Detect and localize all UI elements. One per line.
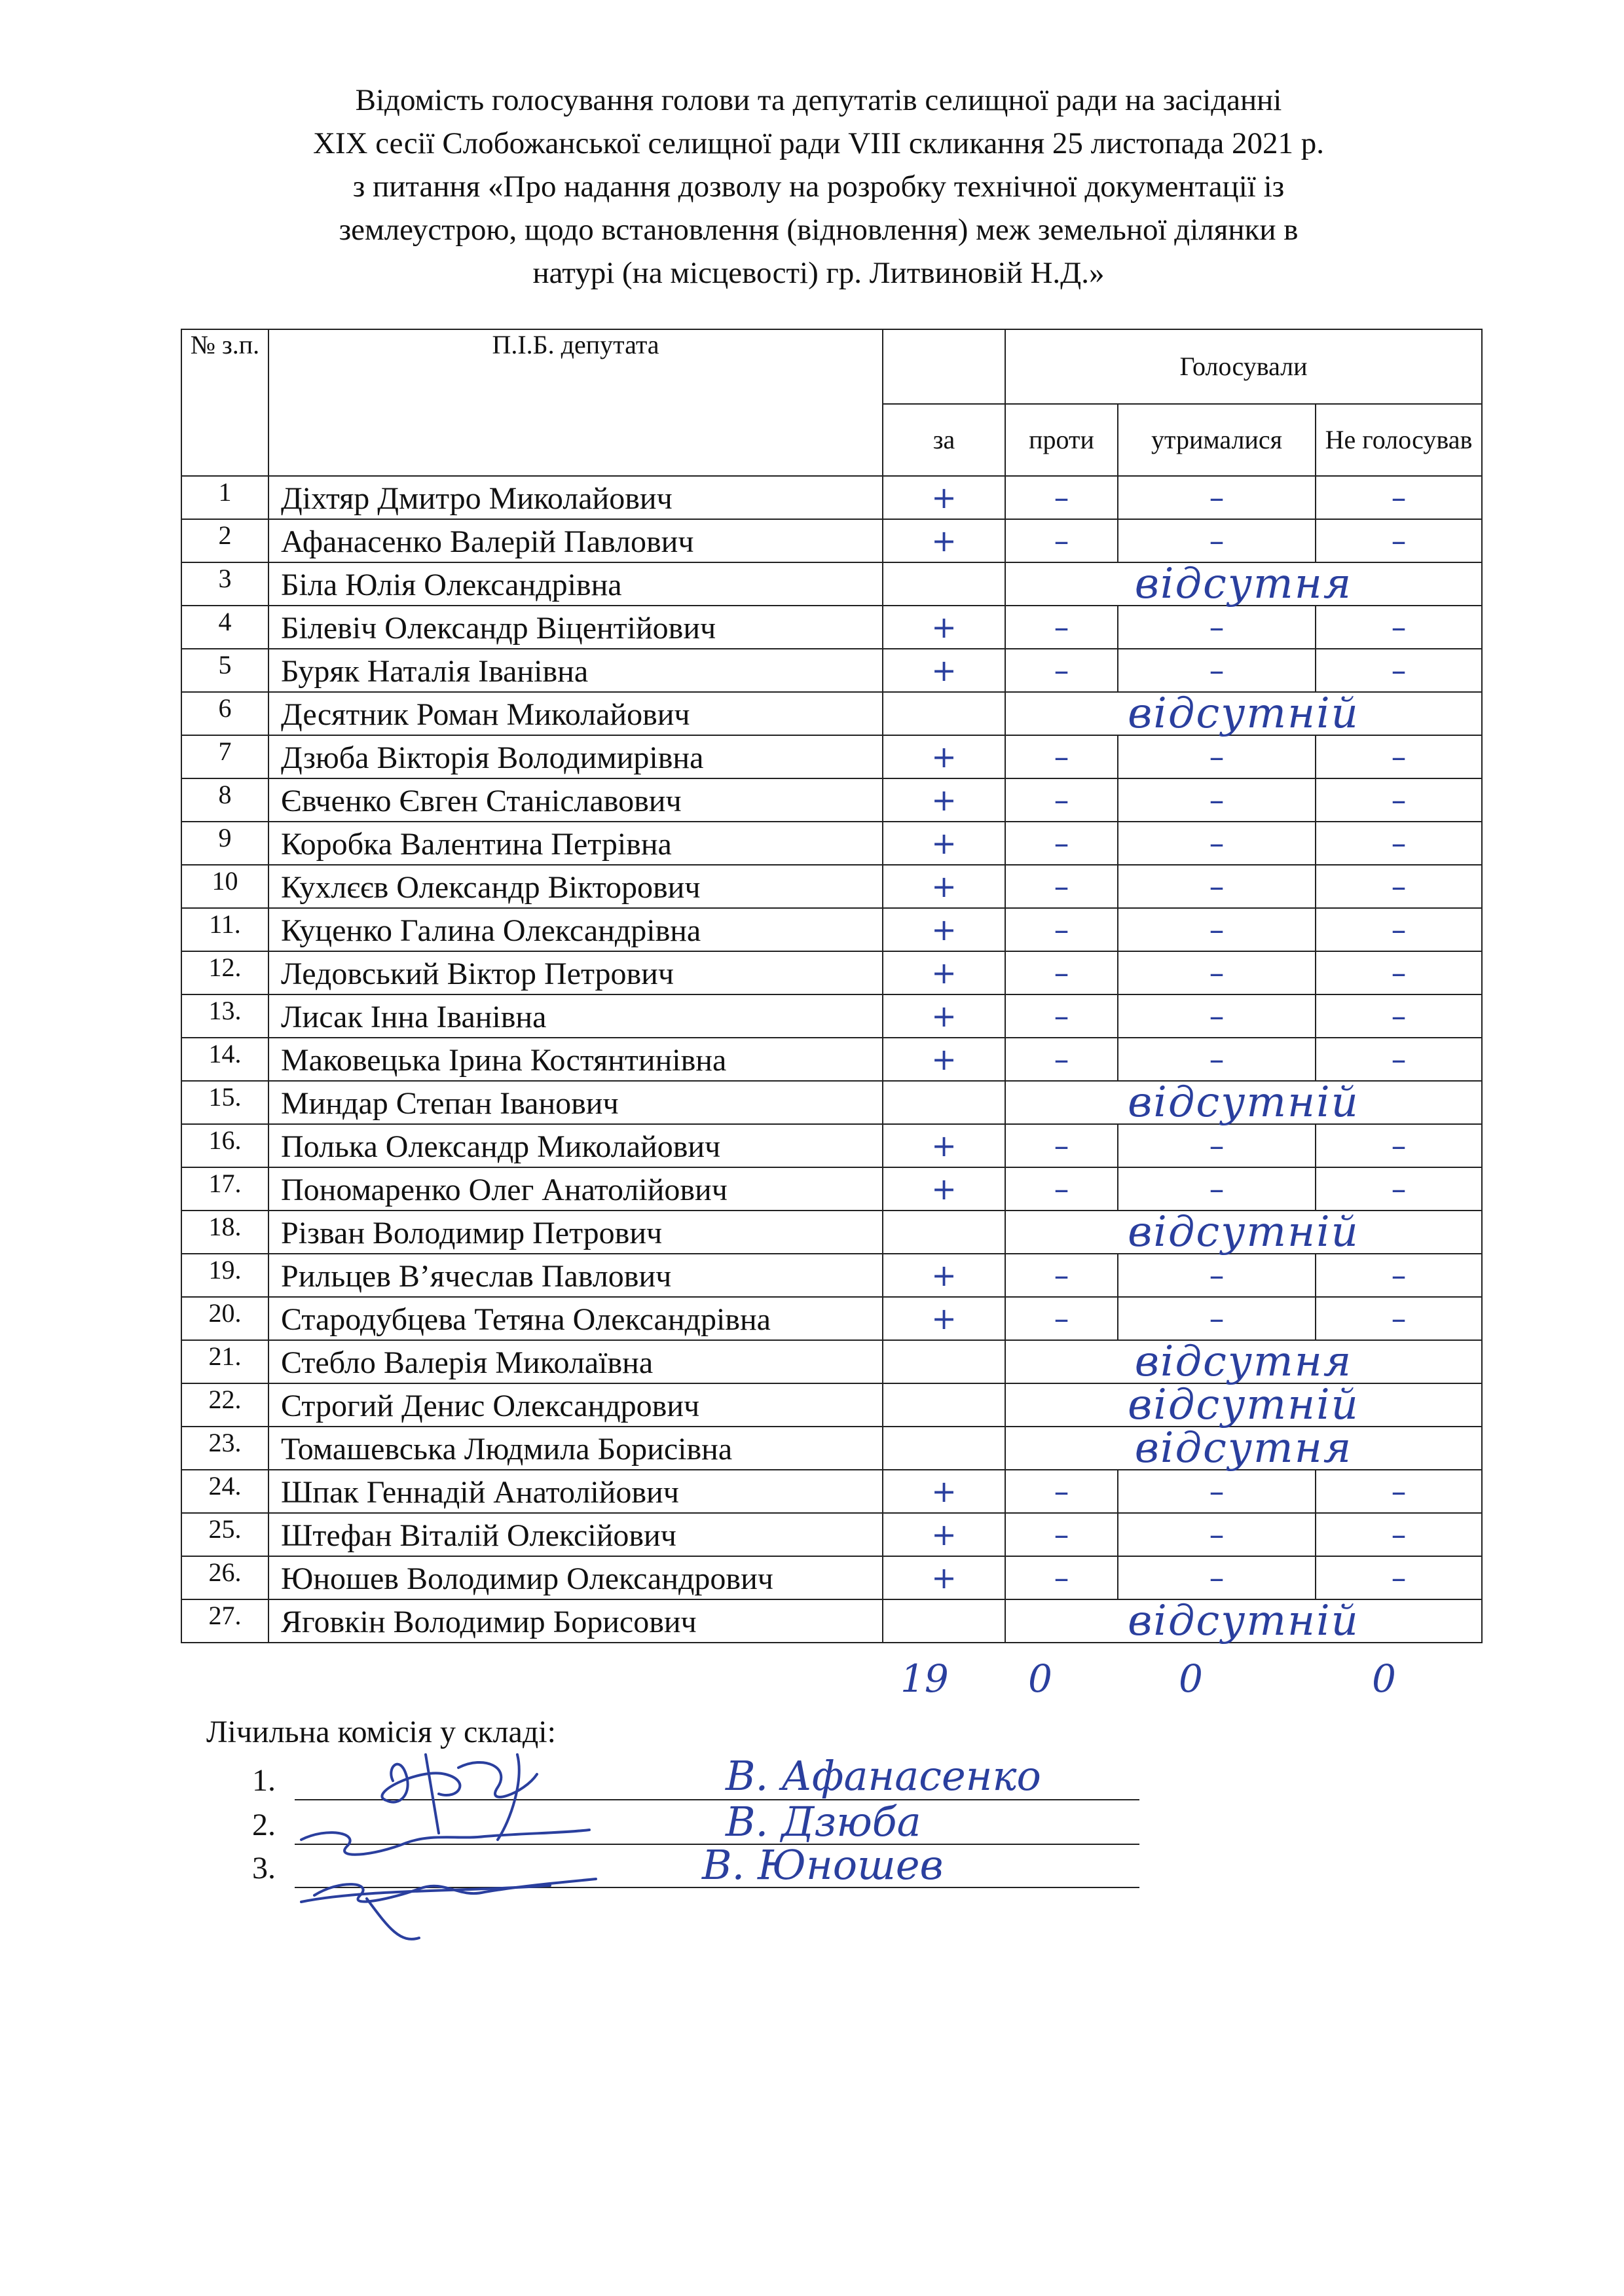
handwritten-signatures	[288, 1728, 655, 1951]
vote-not-voted: –	[1316, 865, 1482, 908]
row-number: 14.	[181, 1038, 268, 1081]
commission-member-3-name: В. Юношев	[702, 1841, 944, 1889]
vote-for	[883, 562, 1005, 606]
row-number: 15.	[181, 1081, 268, 1124]
vote-for: +	[883, 1297, 1005, 1340]
title-line-1: Відомість голосування голови та депутатів селищної ради на засіданні	[355, 83, 1282, 117]
row-number: 13.	[181, 994, 268, 1038]
deputy-name: Строгий Денис Олександрович	[268, 1383, 883, 1427]
totals-row	[0, 1656, 1624, 1702]
commission-member-1-name: В. Афанасенко	[726, 1752, 1041, 1800]
vote-against: –	[1005, 865, 1118, 908]
table-row	[181, 519, 1482, 562]
row-number: 6	[181, 692, 268, 735]
vote-for: +	[883, 476, 1005, 519]
voting-table	[181, 329, 1483, 1643]
vote-for: +	[883, 908, 1005, 951]
table-row	[181, 1340, 1482, 1383]
vote-against: –	[1005, 951, 1118, 994]
commission-member-2-name: В. Дзюба	[726, 1798, 921, 1846]
row-number: 22.	[181, 1383, 268, 1427]
total-for: 19	[900, 1656, 949, 1701]
total-against: 0	[1028, 1656, 1052, 1701]
vote-against: –	[1005, 1038, 1118, 1081]
vote-abstained: –	[1118, 519, 1316, 562]
row-number: 20.	[181, 1297, 268, 1340]
vote-abstained: –	[1118, 822, 1316, 865]
table-row	[181, 822, 1482, 865]
deputy-name: Штефан Віталій Олексійович	[268, 1513, 883, 1556]
header-voted: Голосували	[1005, 329, 1482, 404]
row-number: 24.	[181, 1470, 268, 1513]
vote-for: +	[883, 778, 1005, 822]
vote-against: –	[1005, 1167, 1118, 1211]
row-number: 27.	[181, 1599, 268, 1643]
table-row	[181, 1081, 1482, 1124]
vote-not-voted: –	[1316, 735, 1482, 778]
vote-not-voted: –	[1316, 1470, 1482, 1513]
row-number: 26.	[181, 1556, 268, 1599]
deputy-name: Коробка Валентина Петрівна	[268, 822, 883, 865]
absent-mark: відсутня	[1005, 1427, 1482, 1470]
vote-abstained: –	[1118, 1124, 1316, 1167]
deputy-name: Рильцев В’ячеслав Павлович	[268, 1254, 883, 1297]
vote-not-voted: –	[1316, 1297, 1482, 1340]
vote-abstained: –	[1118, 1470, 1316, 1513]
vote-abstained: –	[1118, 649, 1316, 692]
member-number-3: 3.	[252, 1851, 276, 1886]
vote-abstained: –	[1118, 606, 1316, 649]
table-row	[181, 865, 1482, 908]
vote-abstained: –	[1118, 1556, 1316, 1599]
row-number: 8	[181, 778, 268, 822]
row-number: 2	[181, 519, 268, 562]
vote-against: –	[1005, 1254, 1118, 1297]
vote-for	[883, 1427, 1005, 1470]
table-row	[181, 1599, 1482, 1643]
vote-abstained: –	[1118, 778, 1316, 822]
vote-not-voted: –	[1316, 1124, 1482, 1167]
vote-against: –	[1005, 1297, 1118, 1340]
deputy-name: Шпак Геннадій Анатолійович	[268, 1470, 883, 1513]
vote-for: +	[883, 1254, 1005, 1297]
row-number: 11.	[181, 908, 268, 951]
deputy-name: Афанасенко Валерій Павлович	[268, 519, 883, 562]
deputy-name: Стародубцева Тетяна Олександрівна	[268, 1297, 883, 1340]
vote-for: +	[883, 735, 1005, 778]
title-line-4: землеустрою, щодо встановлення (відновлення) меж земельної ділянки в	[339, 213, 1299, 247]
deputy-name: Яговкін Володимир Борисович	[268, 1599, 883, 1643]
table-row	[181, 908, 1482, 951]
table-row	[181, 1556, 1482, 1599]
row-number: 4	[181, 606, 268, 649]
vote-for: +	[883, 1038, 1005, 1081]
vote-against: –	[1005, 735, 1118, 778]
vote-against: –	[1005, 1470, 1118, 1513]
header-against: проти	[1005, 404, 1118, 476]
absent-mark: відсутня	[1005, 1340, 1482, 1383]
commission-label: Лічильна комісія у складі:	[206, 1715, 556, 1749]
table-row	[181, 1211, 1482, 1254]
vote-not-voted: –	[1316, 649, 1482, 692]
vote-for	[883, 1081, 1005, 1124]
vote-against: –	[1005, 519, 1118, 562]
vote-abstained: –	[1118, 1513, 1316, 1556]
vote-for: +	[883, 649, 1005, 692]
deputy-name: Миндар Степан Іванович	[268, 1081, 883, 1124]
row-number: 23.	[181, 1427, 268, 1470]
vote-not-voted: –	[1316, 951, 1482, 994]
row-number: 19.	[181, 1254, 268, 1297]
deputy-name: Євченко Євген Станіславович	[268, 778, 883, 822]
absent-mark: відсутній	[1005, 1599, 1482, 1643]
vote-against: –	[1005, 822, 1118, 865]
table-row	[181, 951, 1482, 994]
vote-abstained: –	[1118, 1254, 1316, 1297]
vote-for: +	[883, 822, 1005, 865]
row-number: 7	[181, 735, 268, 778]
row-number: 10	[181, 865, 268, 908]
vote-against: –	[1005, 778, 1118, 822]
vote-abstained: –	[1118, 951, 1316, 994]
absent-mark: відсутній	[1005, 1211, 1482, 1254]
vote-against: –	[1005, 1124, 1118, 1167]
table-row	[181, 692, 1482, 735]
vote-against: –	[1005, 1556, 1118, 1599]
vote-for	[883, 692, 1005, 735]
deputy-name: Юношев Володимир Олександрович	[268, 1556, 883, 1599]
vote-not-voted: –	[1316, 778, 1482, 822]
vote-abstained: –	[1118, 865, 1316, 908]
table-row	[181, 1038, 1482, 1081]
vote-abstained: –	[1118, 1038, 1316, 1081]
table-row	[181, 1513, 1482, 1556]
vote-for: +	[883, 1513, 1005, 1556]
vote-not-voted: –	[1316, 1254, 1482, 1297]
vote-abstained: –	[1118, 1297, 1316, 1340]
table-row	[181, 1297, 1482, 1340]
member-number-2: 2.	[252, 1808, 276, 1842]
absent-mark: відсутній	[1005, 692, 1482, 735]
absent-mark: відсутній	[1005, 1081, 1482, 1124]
header-not-voted: Не голосував	[1316, 404, 1482, 476]
member-number-1: 1.	[252, 1763, 276, 1798]
deputy-name: Полька Олександр Миколайович	[268, 1124, 883, 1167]
vote-for: +	[883, 1124, 1005, 1167]
vote-not-voted: –	[1316, 1038, 1482, 1081]
vote-not-voted: –	[1316, 1167, 1482, 1211]
header-empty	[883, 329, 1005, 404]
vote-for	[883, 1599, 1005, 1643]
deputy-name: Діхтяр Дмитро Миколайович	[268, 476, 883, 519]
vote-for: +	[883, 1556, 1005, 1599]
title-line-3: з питання «Про надання дозволу на розробку технічної документації із	[352, 170, 1285, 204]
vote-for: +	[883, 994, 1005, 1038]
vote-against: –	[1005, 908, 1118, 951]
header-name: П.І.Б. депутата	[268, 329, 883, 476]
absent-mark: відсутній	[1005, 1383, 1482, 1427]
vote-not-voted: –	[1316, 908, 1482, 951]
total-not-voted: 0	[1372, 1656, 1396, 1701]
deputy-name: Ледовський Віктор Петрович	[268, 951, 883, 994]
table-row	[181, 562, 1482, 606]
vote-for: +	[883, 1167, 1005, 1211]
table-row	[181, 994, 1482, 1038]
deputy-name: Пономаренко Олег Анатолійович	[268, 1167, 883, 1211]
row-number: 5	[181, 649, 268, 692]
table-row	[181, 476, 1482, 519]
vote-not-voted: –	[1316, 1513, 1482, 1556]
vote-against: –	[1005, 1513, 1118, 1556]
vote-abstained: –	[1118, 908, 1316, 951]
header-abstained: утрималися	[1118, 404, 1316, 476]
row-number: 1	[181, 476, 268, 519]
row-number: 18.	[181, 1211, 268, 1254]
vote-abstained: –	[1118, 1167, 1316, 1211]
vote-not-voted: –	[1316, 606, 1482, 649]
deputy-name: Дзюба Вікторія Володимирівна	[268, 735, 883, 778]
vote-for: +	[883, 1470, 1005, 1513]
row-number: 3	[181, 562, 268, 606]
deputy-name: Білевіч Олександр Віцентійович	[268, 606, 883, 649]
vote-not-voted: –	[1316, 519, 1482, 562]
vote-for	[883, 1211, 1005, 1254]
deputy-name: Томашевська Людмила Борисівна	[268, 1427, 883, 1470]
vote-against: –	[1005, 649, 1118, 692]
title-line-2: XIX сесії Слобожанської селищної ради VIII скликання 25 листопада 2021 р.	[312, 126, 1325, 160]
table-row	[181, 1470, 1482, 1513]
deputy-name: Десятник Роман Миколайович	[268, 692, 883, 735]
deputy-name: Різван Володимир Петрович	[268, 1211, 883, 1254]
deputy-name: Куценко Галина Олександрівна	[268, 908, 883, 951]
table-row	[181, 649, 1482, 692]
absent-mark: відсутня	[1005, 562, 1482, 606]
row-number: 9	[181, 822, 268, 865]
vote-against: –	[1005, 994, 1118, 1038]
deputy-name: Лисак Інна Іванівна	[268, 994, 883, 1038]
table-row	[181, 735, 1482, 778]
vote-for	[883, 1383, 1005, 1427]
row-number: 12.	[181, 951, 268, 994]
vote-abstained: –	[1118, 735, 1316, 778]
vote-for: +	[883, 606, 1005, 649]
vote-not-voted: –	[1316, 994, 1482, 1038]
table-row	[181, 778, 1482, 822]
deputy-name: Стебло Валерія Миколаївна	[268, 1340, 883, 1383]
vote-for: +	[883, 865, 1005, 908]
vote-not-voted: –	[1316, 476, 1482, 519]
table-row	[181, 1124, 1482, 1167]
table-body	[181, 476, 1482, 1643]
vote-abstained: –	[1118, 476, 1316, 519]
table-row	[181, 1254, 1482, 1297]
total-abstained: 0	[1179, 1656, 1203, 1701]
deputy-name: Біла Юлія Олександрівна	[268, 562, 883, 606]
table-row	[181, 1427, 1482, 1470]
row-number: 25.	[181, 1513, 268, 1556]
vote-for: +	[883, 951, 1005, 994]
row-number: 16.	[181, 1124, 268, 1167]
header-for: за	[883, 404, 1005, 476]
vote-for: +	[883, 519, 1005, 562]
title-line-5: натурі (на місцевості) гр. Литвиновій Н.Д.»	[532, 256, 1105, 290]
deputy-name: Кухлєєв Олександр Вікторович	[268, 865, 883, 908]
vote-not-voted: –	[1316, 822, 1482, 865]
table-row	[181, 1167, 1482, 1211]
deputy-name: Маковецька Ірина Костянтинівна	[268, 1038, 883, 1081]
deputy-name: Буряк Наталія Іванівна	[268, 649, 883, 692]
vote-for	[883, 1340, 1005, 1383]
vote-against: –	[1005, 606, 1118, 649]
table-row	[181, 606, 1482, 649]
vote-not-voted: –	[1316, 1556, 1482, 1599]
vote-against: –	[1005, 476, 1118, 519]
row-number: 21.	[181, 1340, 268, 1383]
vote-abstained: –	[1118, 994, 1316, 1038]
header-number: № з.п.	[181, 329, 268, 476]
document-title	[164, 79, 1473, 295]
table-row	[181, 1383, 1482, 1427]
row-number: 17.	[181, 1167, 268, 1211]
